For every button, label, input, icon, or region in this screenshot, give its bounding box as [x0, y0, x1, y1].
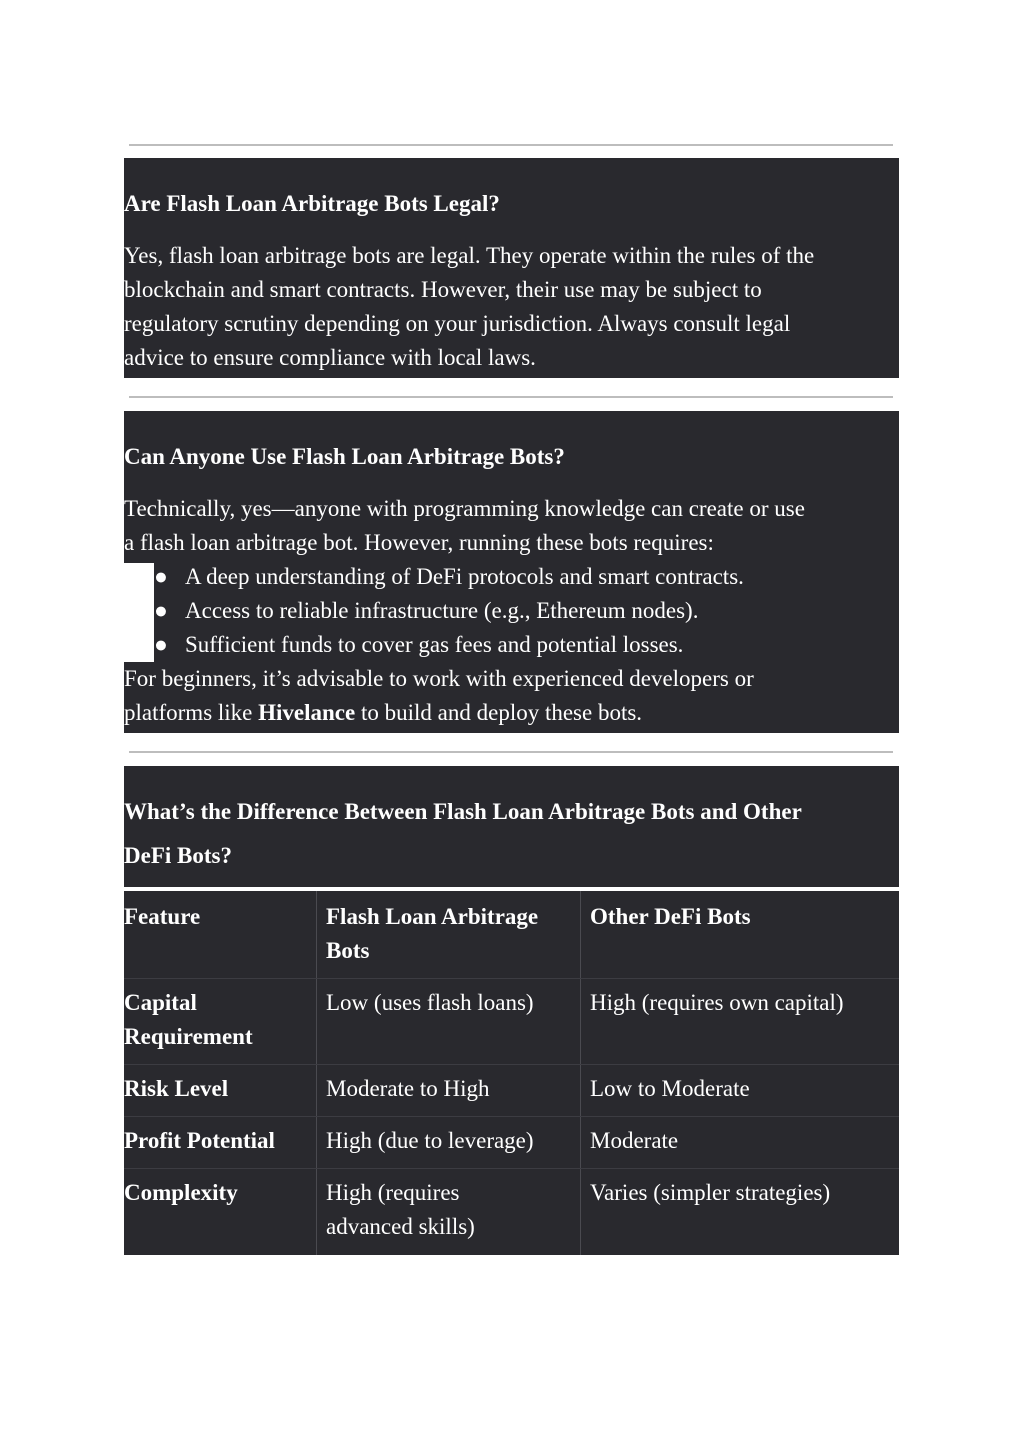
header-text: Feature [124, 904, 201, 929]
header-text: Flash Loan Arbitrage [326, 904, 539, 929]
bullet-icon: ● [154, 564, 168, 589]
header-text: Other DeFi Bots [590, 904, 751, 929]
section-legal-line-4: advice to ensure compliance with local laws. [124, 345, 536, 370]
list-item [154, 560, 744, 594]
table-row-other [590, 1072, 750, 1106]
table-row-feature [124, 1072, 228, 1106]
section-legal-title: Are Flash Loan Arbitrage Bots Legal? [124, 191, 500, 216]
list-item [154, 628, 683, 662]
section-legal [124, 158, 899, 378]
bullet-icon: ● [154, 598, 168, 623]
section-legal-line-1: Yes, flash loan arbitrage bots are legal. They operate within the rules of the [124, 243, 815, 268]
section-legal-line-3: regulatory scrutiny depending on your jurisdiction. Always consult legal [124, 311, 791, 336]
cell-text: High (requires own capital) [590, 990, 844, 1015]
list-item-text: A deep understanding of DeFi protocols and smart contracts. [185, 564, 744, 589]
list-item-text: Sufficient funds to cover gas fees and potential losses. [185, 632, 684, 657]
divider-1 [129, 396, 893, 398]
cell-text: Varies (simpler strategies) [590, 1180, 831, 1205]
cell-text: Moderate [590, 1128, 679, 1153]
cell-text: Low to Moderate [590, 1076, 750, 1101]
row-divider [124, 978, 899, 979]
table-header-flash [326, 900, 538, 968]
column-divider [580, 891, 581, 1255]
divider-2 [129, 751, 893, 753]
column-divider [316, 891, 317, 1255]
table-row-other [590, 1124, 678, 1158]
cell-text: Risk Level [124, 1076, 229, 1101]
section-difference-title-line-2: DeFi Bots? [124, 843, 232, 868]
section-who-line-1: Technically, yes—anyone with programming knowledge can create or use [124, 496, 805, 521]
cell-text: Complexity [124, 1180, 238, 1205]
table-row-flash [326, 1124, 534, 1158]
cell-text: Profit Potential [124, 1128, 275, 1153]
divider-top [129, 144, 893, 146]
comparison-table [124, 891, 899, 1255]
section-who-closing-2 [124, 696, 642, 730]
table-row-feature [124, 986, 253, 1054]
row-divider [124, 1064, 899, 1065]
list-item-text: Access to reliable infrastructure (e.g., Ethereum nodes). [185, 598, 699, 623]
table-row-other [590, 1176, 830, 1210]
table-row-flash [326, 986, 534, 1020]
cell-text: High (due to leverage) [326, 1128, 534, 1153]
table-row-flash [326, 1072, 490, 1106]
table-row-feature [124, 1124, 275, 1158]
cell-text: Moderate to High [326, 1076, 490, 1101]
header-text: Bots [326, 938, 370, 963]
section-who-line-2: a flash loan arbitrage bot. However, running these bots requires: [124, 530, 714, 555]
section-who-closing-1: For beginners, it’s advisable to work with experienced developers or [124, 666, 754, 691]
brand-name: Hivelance [258, 700, 356, 725]
section-legal-line-2: blockchain and smart contracts. However, their use may be subject to [124, 277, 762, 302]
section-difference-title-line-1: What’s the Difference Between Flash Loan Arbitrage Bots and Other [124, 799, 802, 824]
cell-text: Capital [124, 990, 197, 1015]
section-who-title: Can Anyone Use Flash Loan Arbitrage Bots? [124, 444, 565, 469]
bullet-icon: ● [154, 632, 168, 657]
list-item [154, 594, 698, 628]
table-row-flash [326, 1176, 475, 1244]
closing-text-before: platforms like [124, 700, 259, 725]
table-row-feature [124, 1176, 238, 1210]
row-divider [124, 1168, 899, 1169]
section-difference [124, 766, 899, 887]
table-header-feature [124, 900, 200, 934]
section-who [124, 411, 899, 733]
table-row-other [590, 986, 844, 1020]
cell-text: High (requires [326, 1180, 460, 1205]
closing-text-after: to build and deploy these bots. [355, 700, 643, 725]
cell-text: Requirement [124, 1024, 253, 1049]
cell-text: Low (uses flash loans) [326, 990, 534, 1015]
row-divider [124, 1116, 899, 1117]
list-indent-bar [124, 563, 154, 662]
cell-text: advanced skills) [326, 1214, 475, 1239]
table-header-other [590, 900, 751, 934]
